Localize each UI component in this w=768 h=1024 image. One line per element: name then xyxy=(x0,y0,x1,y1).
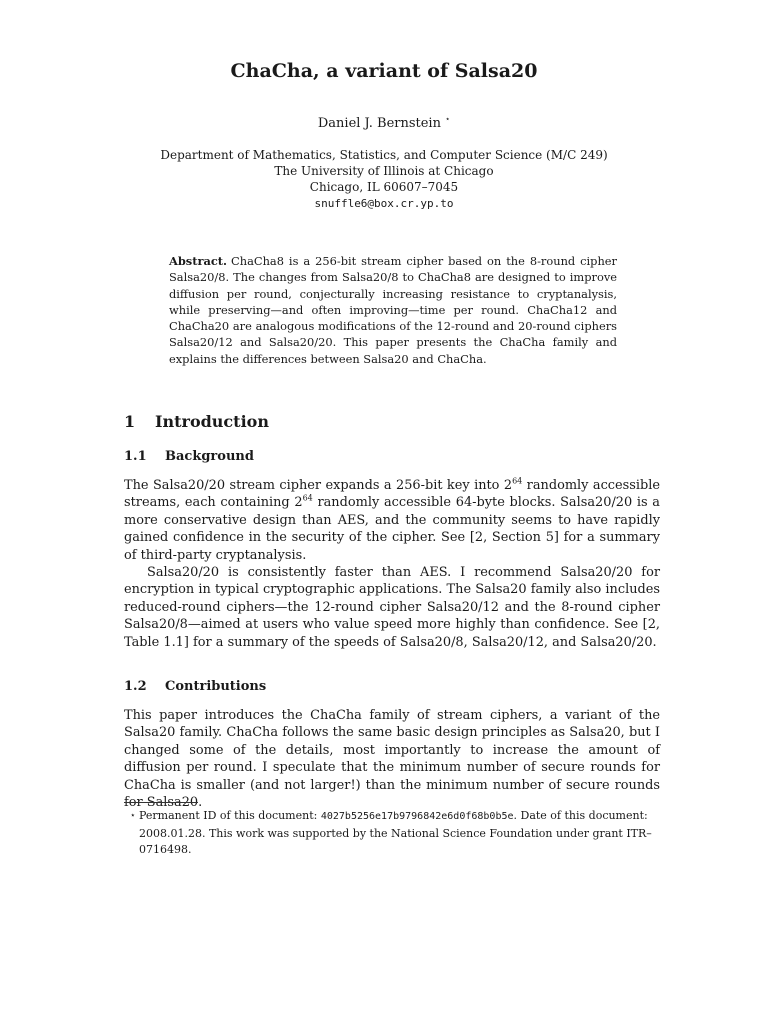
background-body xyxy=(124,477,660,651)
author-footnote-mark: ⋆ xyxy=(445,114,451,124)
paper-title: ChaCha, a variant of Salsa20 xyxy=(230,60,538,82)
text-run: The Salsa20/20 stream cipher expands a 256-bit key into 2 xyxy=(124,478,513,493)
background-paragraph-1 xyxy=(124,477,660,564)
abstract xyxy=(169,253,617,367)
subsection-number: 1.1 xyxy=(124,449,147,464)
abstract-text: ChaCha8 is a 256-bit stream cipher based on the 8-round cipher Salsa20/8. The changes from Salsa20/8 to ChaCha8 are designed to improve diffusion per round, conjecturally increasing resistance to cryptanalysis, while preserving—and often improving—time per round. ChaCha12 and ChaCha20 are analogous modifications of the 12-round and 20-round ciphers Salsa20/12 and Salsa20/20. This paper presents the ChaCha family and explains the differences between Salsa20 and ChaCha. xyxy=(169,254,617,366)
subsection-title: Contributions xyxy=(165,679,267,694)
text-run: . Date of this document: 2008.01.28. This work was supported by the National Science Foundation under grant ITR–0716498. xyxy=(139,809,652,856)
affiliation-city: Chicago, IL 60607–7045 xyxy=(309,180,459,194)
abstract-label: Abstract. xyxy=(169,254,228,268)
author-email: snuffle6@box.cr.yp.to xyxy=(314,197,454,210)
section-title: Introduction xyxy=(155,412,269,431)
affiliation-university: The University of Illinois at Chicago xyxy=(274,164,494,178)
footnote-rule xyxy=(124,802,198,803)
background-paragraph-2: Salsa20/20 is consistently faster than AES. I recommend Salsa20/20 for encryption in typical cryptographic applications. The Salsa20 family also includes reduced-round ciphers—the 12-round cipher Salsa20/12 and the 8-round cipher Salsa20/8—aimed at users who value speed more highly than confidence. See [2, Table 1.1] for a summary of the speeds of Salsa20/8, Salsa20/12, and Salsa20/20. xyxy=(124,565,660,650)
text-run: randomly accessible 64-byte blocks. Salsa20/20 is a more conservative design than AES, and the community seems to have rapidly gained confidence in the security of the cipher. See [2, Section 5] for a summary of third-party cryptanalysis. xyxy=(124,495,660,563)
document-id: 4027b5256e17b9796842e6d0f68b0b5e xyxy=(320,811,514,822)
footnote xyxy=(124,808,660,859)
text-run: randomly accessible streams, each containing 2 xyxy=(124,478,660,511)
subsection-heading-background xyxy=(124,449,254,464)
exponent: 64 xyxy=(302,494,313,504)
contributions-body xyxy=(124,707,660,811)
author-line xyxy=(0,116,768,131)
footnote-text xyxy=(139,808,660,859)
exponent: 64 xyxy=(512,476,523,486)
contributions-paragraph-1: This paper introduces the ChaCha family of stream ciphers, a variant of the Salsa20 family. ChaCha follows the same basic design principles as Salsa20, but I changed some of the details, most importantly to increase the amount of diffusion per round. I speculate that the minimum number of secure rounds for ChaCha is smaller (and not larger!) than the minimum number of secure rounds for Salsa20. xyxy=(124,708,660,811)
footnote-mark: ⋆ xyxy=(130,811,136,821)
text-run: Permanent ID of this document: xyxy=(139,809,321,822)
section-heading-introduction xyxy=(124,412,269,431)
author-name: Daniel J. Bernstein xyxy=(317,116,441,131)
affiliation-dept: Department of Mathematics, Statistics, and Computer Science (M/C 249) xyxy=(160,148,608,162)
section-number: 1 xyxy=(124,412,136,431)
subsection-heading-contributions xyxy=(124,679,266,694)
subsection-number: 1.2 xyxy=(124,679,147,694)
subsection-title: Background xyxy=(165,449,254,464)
